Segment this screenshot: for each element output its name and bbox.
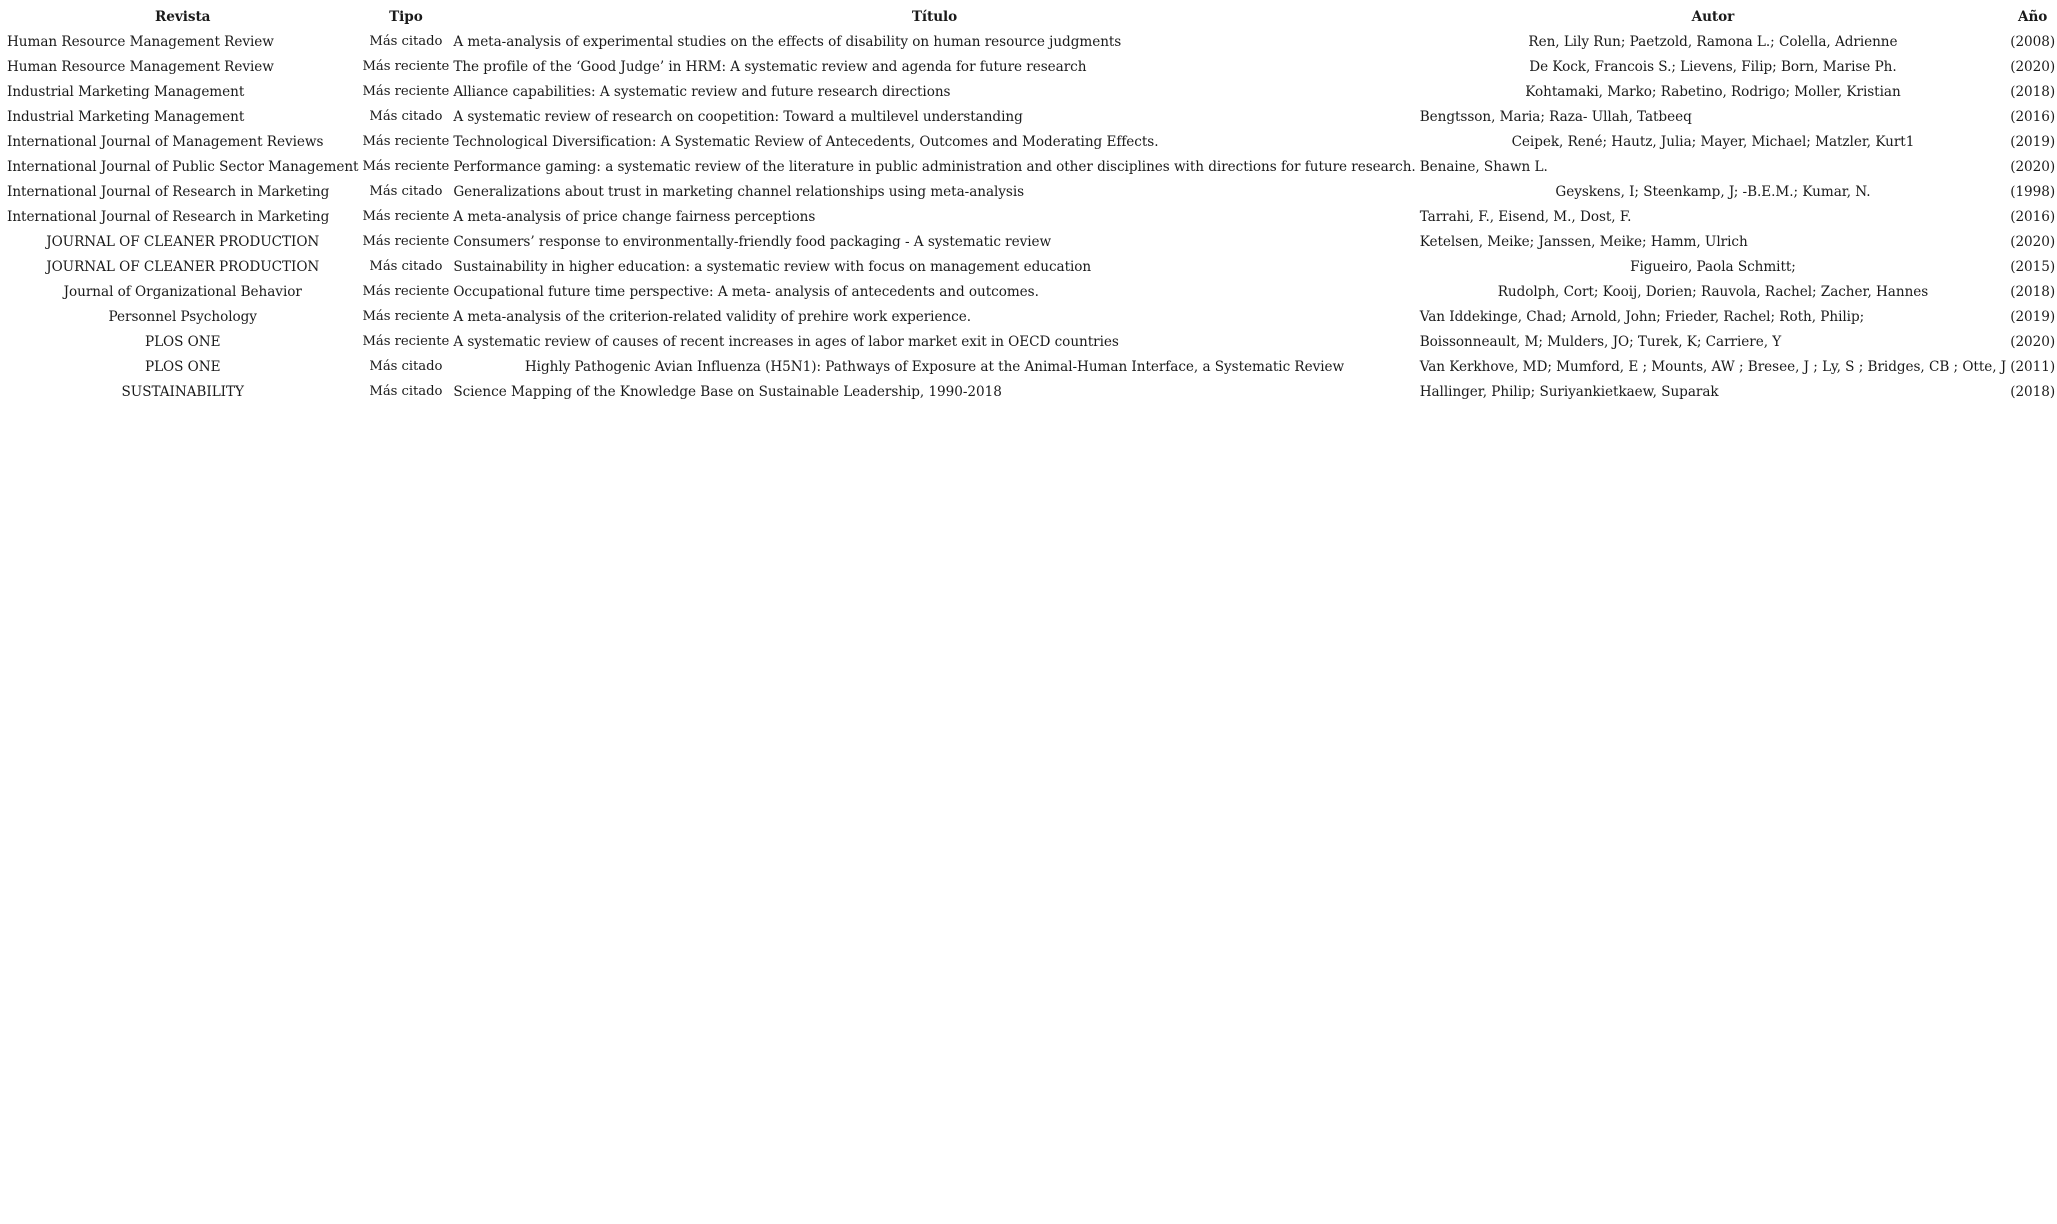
literature-table bbox=[5, 4, 2057, 404]
cell-titulo[interactable]: A systematic review of causes of recent increases in ages of labor market exit in OECD countries bbox=[453, 333, 1119, 350]
cell-titulo[interactable]: Consumers’ response to environmentally-friendly food packaging - A systematic review bbox=[453, 233, 1052, 250]
cell-autor[interactable]: Hallinger, Philip; Suriyankietkaew, Suparak bbox=[1419, 383, 1719, 400]
cell-autor[interactable]: Benaine, Shawn L. bbox=[1419, 158, 1548, 175]
cell-anio[interactable]: (2016) bbox=[2010, 108, 2056, 125]
cell-autor[interactable]: Tarrahi, F., Eisend, M., Dost, F. bbox=[1419, 208, 1632, 225]
cell-tipo[interactable]: Más reciente bbox=[362, 134, 450, 149]
cell-tipo[interactable]: Más reciente bbox=[362, 309, 450, 324]
cell-tipo[interactable]: Más citado bbox=[369, 359, 443, 374]
cell-titulo[interactable]: Generalizations about trust in marketing channel relationships using meta-analysis bbox=[453, 183, 1025, 200]
cell-revista[interactable]: Journal of Organizational Behavior bbox=[63, 283, 302, 300]
header-revista[interactable]: Revista bbox=[155, 8, 211, 25]
cell-anio[interactable]: (2018) bbox=[2010, 383, 2056, 400]
table-row bbox=[5, 29, 2057, 54]
header-titulo[interactable]: Título bbox=[911, 8, 958, 25]
cell-anio[interactable]: (2018) bbox=[2010, 83, 2056, 100]
table-row bbox=[5, 129, 2057, 154]
cell-revista[interactable]: Human Resource Management Review bbox=[7, 58, 274, 75]
cell-autor[interactable]: Ketelsen, Meike; Janssen, Meike; Hamm, Ulrich bbox=[1419, 233, 1748, 250]
cell-anio[interactable]: (2016) bbox=[2010, 208, 2056, 225]
cell-tipo[interactable]: Más reciente bbox=[362, 159, 450, 174]
table-row bbox=[5, 254, 2057, 279]
cell-tipo[interactable]: Más reciente bbox=[362, 209, 450, 224]
cell-autor[interactable]: De Kock, Francois S.; Lievens, Filip; Born, Marise Ph. bbox=[1529, 58, 1897, 75]
cell-anio[interactable]: (2018) bbox=[2010, 283, 2056, 300]
cell-autor[interactable]: Figueiro, Paola Schmitt; bbox=[1630, 258, 1796, 275]
cell-autor[interactable]: Van Kerkhove, MD; Mumford, E ; Mounts, AW ; Bresee, J ; Ly, S ; Bridges, CB ; Otte, J bbox=[1419, 358, 2007, 375]
cell-revista[interactable]: JOURNAL OF CLEANER PRODUCTION bbox=[46, 258, 320, 275]
table-row bbox=[5, 229, 2057, 254]
table-row bbox=[5, 79, 2057, 104]
table-row bbox=[5, 279, 2057, 304]
cell-anio[interactable]: (2020) bbox=[2010, 233, 2056, 250]
cell-anio[interactable]: (2015) bbox=[2010, 258, 2056, 275]
cell-revista[interactable]: International Journal of Management Reviews bbox=[7, 133, 324, 150]
table-body bbox=[5, 29, 2057, 404]
table-row bbox=[5, 104, 2057, 129]
cell-anio[interactable]: (2020) bbox=[2010, 158, 2056, 175]
header-tipo[interactable]: Tipo bbox=[389, 8, 423, 25]
cell-titulo[interactable]: A meta-analysis of price change fairness perceptions bbox=[453, 208, 816, 225]
cell-autor[interactable]: Rudolph, Cort; Kooij, Dorien; Rauvola, Rachel; Zacher, Hannes bbox=[1497, 283, 1929, 300]
cell-tipo[interactable]: Más citado bbox=[369, 109, 443, 124]
cell-titulo[interactable]: A systematic review of research on coopetition: Toward a multilevel understanding bbox=[453, 108, 1023, 125]
table-row bbox=[5, 379, 2057, 404]
cell-tipo[interactable]: Más reciente bbox=[362, 59, 450, 74]
cell-revista[interactable]: Industrial Marketing Management bbox=[7, 108, 245, 125]
table-row bbox=[5, 204, 2057, 229]
cell-autor[interactable]: Ren, Lily Run; Paetzold, Ramona L.; Colella, Adrienne bbox=[1528, 33, 1898, 50]
cell-titulo[interactable]: Highly Pathogenic Avian Influenza (H5N1): Pathways of Exposure at the Animal-Human Interface, a Systematic Review bbox=[524, 358, 1345, 375]
cell-revista[interactable]: Human Resource Management Review bbox=[7, 33, 274, 50]
cell-autor[interactable]: Ceipek, René; Hautz, Julia; Mayer, Michael; Matzler, Kurt1 bbox=[1511, 133, 1915, 150]
cell-titulo[interactable]: Sustainability in higher education: a systematic review with focus on management education bbox=[453, 258, 1092, 275]
cell-autor[interactable]: Bengtsson, Maria; Raza- Ullah, Tatbeeq bbox=[1419, 108, 1692, 125]
cell-autor[interactable]: Boissonneault, M; Mulders, JO; Turek, K; Carriere, Y bbox=[1419, 333, 1782, 350]
cell-revista[interactable]: Industrial Marketing Management bbox=[7, 83, 245, 100]
cell-anio[interactable]: (2020) bbox=[2010, 58, 2056, 75]
cell-titulo[interactable]: Science Mapping of the Knowledge Base on Sustainable Leadership, 1990-2018 bbox=[453, 383, 1002, 400]
cell-tipo[interactable]: Más reciente bbox=[362, 84, 450, 99]
cell-tipo[interactable]: Más citado bbox=[369, 259, 443, 274]
cell-titulo[interactable]: A meta-analysis of the criterion-related validity of prehire work experience. bbox=[453, 308, 971, 325]
cell-revista[interactable]: PLOS ONE bbox=[144, 333, 221, 350]
table-row bbox=[5, 54, 2057, 79]
cell-revista[interactable]: JOURNAL OF CLEANER PRODUCTION bbox=[46, 233, 320, 250]
cell-autor[interactable]: Van Iddekinge, Chad; Arnold, John; Frieder, Rachel; Roth, Philip; bbox=[1419, 308, 1865, 325]
table-row bbox=[5, 329, 2057, 354]
cell-revista[interactable]: SUSTAINABILITY bbox=[121, 383, 244, 400]
cell-anio[interactable]: (2011) bbox=[2010, 358, 2056, 375]
header-anio[interactable]: Año bbox=[2017, 8, 2048, 25]
cell-revista[interactable]: Personnel Psychology bbox=[108, 308, 257, 325]
cell-anio[interactable]: (2008) bbox=[2010, 33, 2056, 50]
cell-revista[interactable]: PLOS ONE bbox=[144, 358, 221, 375]
cell-revista[interactable]: International Journal of Research in Marketing bbox=[7, 208, 330, 225]
cell-revista[interactable]: International Journal of Public Sector Management bbox=[7, 158, 359, 175]
cell-tipo[interactable]: Más citado bbox=[369, 184, 443, 199]
cell-titulo[interactable]: Occupational future time perspective: A meta- analysis of antecedents and outcomes. bbox=[453, 283, 1039, 300]
cell-autor[interactable]: Geyskens, I; Steenkamp, J; -B.E.M.; Kumar, N. bbox=[1555, 183, 1871, 200]
table-row bbox=[5, 304, 2057, 329]
cell-tipo[interactable]: Más reciente bbox=[362, 234, 450, 249]
cell-anio[interactable]: (1998) bbox=[2010, 183, 2056, 200]
header-row bbox=[5, 4, 2057, 29]
header-autor[interactable]: Autor bbox=[1691, 8, 1735, 25]
cell-titulo[interactable]: Technological Diversification: A Systematic Review of Antecedents, Outcomes and Moderating Effects. bbox=[453, 133, 1159, 150]
cell-tipo[interactable]: Más reciente bbox=[362, 284, 450, 299]
cell-titulo[interactable]: Performance gaming: a systematic review of the literature in public administration and other disciplines with directions for future research. bbox=[453, 158, 1416, 175]
cell-tipo[interactable]: Más citado bbox=[369, 384, 443, 399]
cell-titulo[interactable]: A meta-analysis of experimental studies on the effects of disability on human resource judgments bbox=[453, 33, 1122, 50]
cell-revista[interactable]: International Journal of Research in Marketing bbox=[7, 183, 330, 200]
cell-titulo[interactable]: Alliance capabilities: A systematic review and future research directions bbox=[453, 83, 951, 100]
table-row bbox=[5, 354, 2057, 379]
cell-anio[interactable]: (2020) bbox=[2010, 333, 2056, 350]
table-row bbox=[5, 179, 2057, 204]
cell-autor[interactable]: Kohtamaki, Marko; Rabetino, Rodrigo; Moller, Kristian bbox=[1525, 83, 1901, 100]
cell-tipo[interactable]: Más reciente bbox=[362, 334, 450, 349]
cell-anio[interactable]: (2019) bbox=[2010, 133, 2056, 150]
table-row bbox=[5, 154, 2057, 179]
cell-tipo[interactable]: Más citado bbox=[369, 34, 443, 49]
cell-titulo[interactable]: The profile of the ‘Good Judge’ in HRM: A systematic review and agenda for future research bbox=[453, 58, 1087, 75]
cell-anio[interactable]: (2019) bbox=[2010, 308, 2056, 325]
